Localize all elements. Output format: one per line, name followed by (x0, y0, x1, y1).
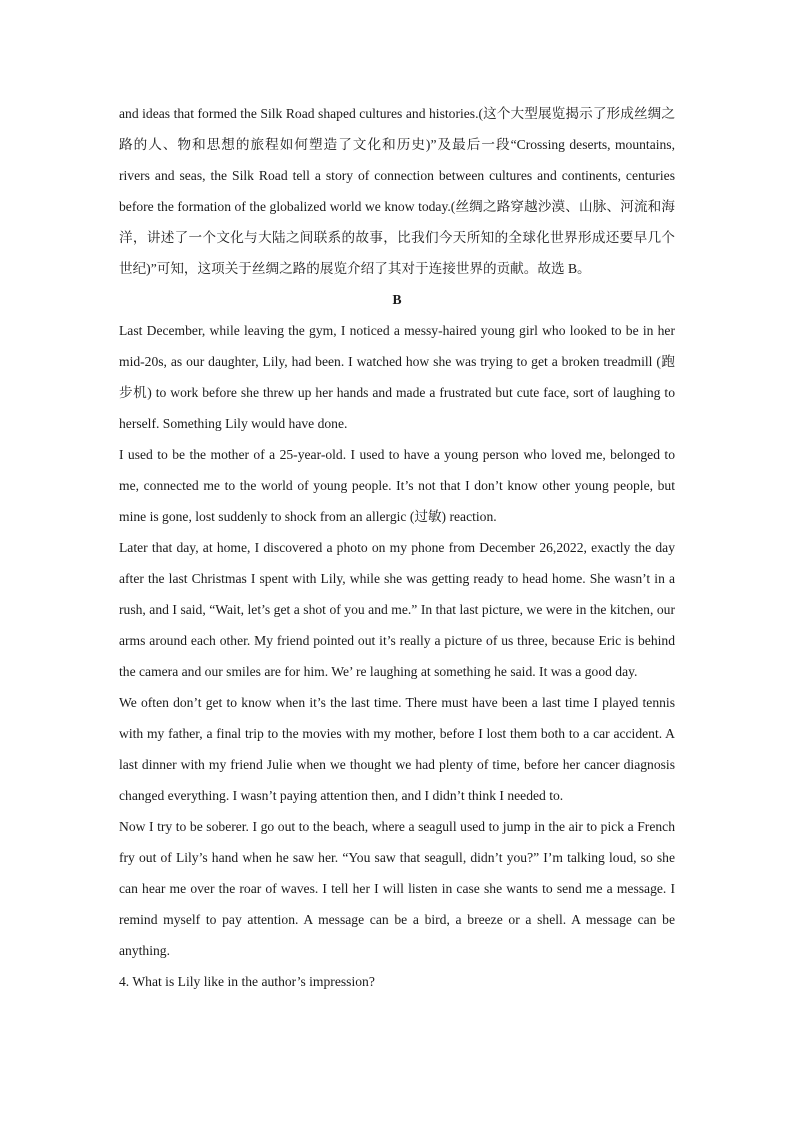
passage-paragraph-3: Later that day, at home, I discovered a photo on my phone from December 26,2022, exactly the day after the last Christmas I spent with Lily, while she was getting ready to head home. She wasn’t in a rush, and I said, “Wait, let’s get a shot of you and me.” In that last picture, we were in the kitchen, our arms around each other. My friend pointed out it’s really a picture of us three, because Eric is behind the camera and our smiles are for him. We’ re laughing at something he said. It was a good day. (119, 540, 675, 679)
passage-paragraph-1: Last December, while leaving the gym, I noticed a messy-haired young girl who looked to be in her mid-20s, as our daughter, Lily, had been. I watched how she was trying to get a broken treadmill (跑步机) to work before she threw up her hands and made a frustrated but cute face, sort of laughing to herself. Something Lily would have done. (119, 323, 675, 431)
passage-paragraph-2: I used to be the mother of a 25-year-old. I used to have a young person who loved me, belonged to me, connected me to the world of young people. It’s not that I don’t know other young people, but mine is gone, lost suddenly to shock from an allergic (过敏) reaction. (119, 447, 675, 524)
passage-paragraph-4: We often don’t get to know when it’s the last time. There must have been a last time I played tennis with my father, a final trip to the movies with my mother, before I lost them both to a car accident. A last dinner with my friend Julie when we thought we had plenty of time, before her cancer diagnosis changed everything. I wasn’t paying attention then, and I didn’t think I needed to. (119, 695, 675, 803)
section-heading: B (392, 292, 402, 307)
answer-explanation: and ideas that formed the Silk Road shaped cultures and histories.(这个大型展览揭示了形成丝绸之路的人、物和思想的旅程如何塑造了文化和历史)”及最后一段“Crossing deserts, mountains, rivers and seas, the Silk Road tell a story of connection between cultures and continents, centuries before the formation of the globalized world we know today.(丝绸之路穿越沙漠、山脉、河流和海洋，讲述了一个文化与大陆之间联系的故事，比我们今天所知的全球化世界形成还要早几个世纪)”可知，这项关于丝绸之路的展览介绍了其对于连接世界的贡献。故选 B。 (119, 106, 675, 276)
document-page (119, 98, 675, 997)
passage-paragraph-5: Now I try to be soberer. I go out to the beach, where a seagull used to jump in the air to pick a French fry out of Lily’s hand when he saw her. “You saw that seagull, didn’t you?” I’m talking loud, so she can hear me over the roar of waves. I tell her I will listen in case she wants to send me a message. I remind myself to pay attention. A message can be a bird, a breeze or a shell. A message can be anything. (119, 819, 675, 958)
question-4: 4. What is Lily like in the author’s impression? (119, 974, 375, 989)
